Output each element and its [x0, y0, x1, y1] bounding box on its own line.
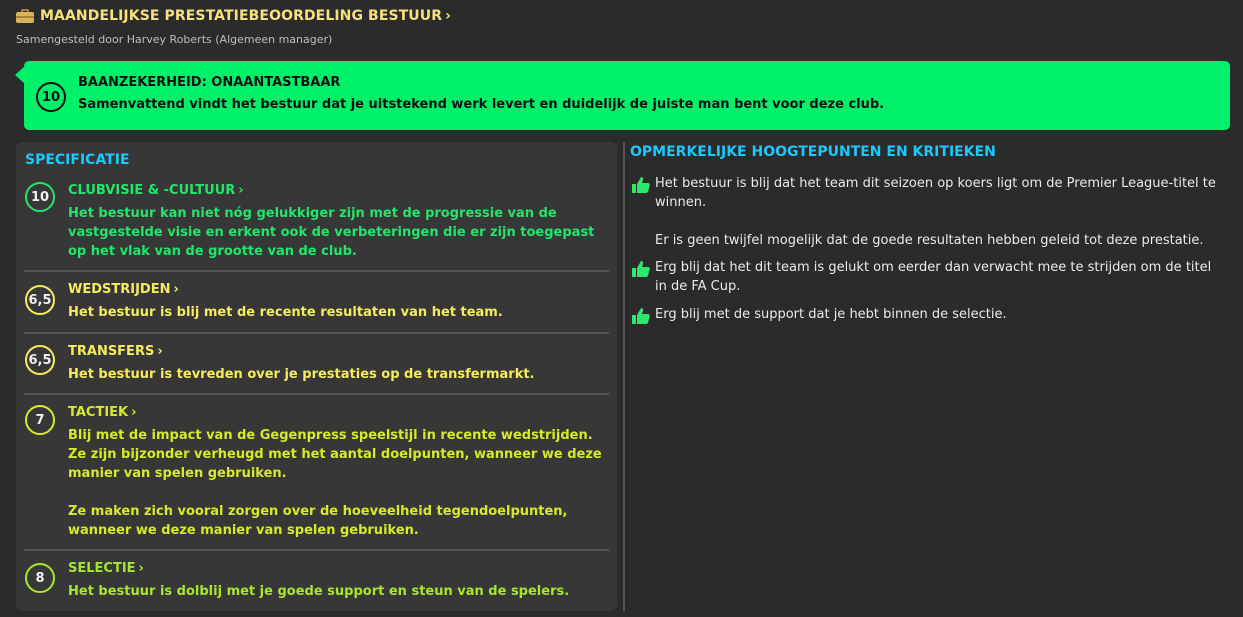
thumbs-up-icon: [631, 307, 651, 325]
chevron-right-icon: ›: [238, 183, 244, 198]
briefcase-icon: [16, 9, 34, 23]
chevron-right-icon: ›: [131, 405, 137, 420]
column-divider: [623, 142, 625, 611]
spec-title-link[interactable]: [68, 561, 144, 576]
page-title-text: MAANDELIJKSE PRESTATIEBEOORDELING BESTUUR: [40, 8, 443, 24]
page-subtitle: Samengesteld door Harvey Roberts (Algemeen manager): [16, 33, 333, 46]
spec-score-badge: 7: [25, 405, 55, 435]
thumbs-up-icon: [631, 176, 651, 194]
thumbs-up-icon: [631, 260, 651, 278]
highlights-heading: OPMERKELIJKE HOOGTEPUNTEN EN KRITIEKEN: [630, 144, 996, 160]
spec-title-text: TRANSFERS: [68, 344, 155, 359]
spec-title-link[interactable]: [68, 183, 244, 198]
chevron-right-icon: ›: [173, 282, 179, 297]
page-header: [16, 6, 451, 26]
divider: [24, 270, 609, 272]
highlight-text: Erg blij dat het dit team is gelukt om eerder dan verwacht mee te strijden om de titel in de FA Cup.: [655, 260, 1212, 294]
page-title[interactable]: [40, 8, 451, 24]
spec-score-badge: 6,5: [25, 345, 55, 375]
spec-score-badge: 6,5: [25, 285, 55, 315]
specification-panel: [16, 142, 617, 611]
spec-description: Het bestuur is blij met de recente resultaten van het team.: [68, 305, 503, 320]
chevron-right-icon: ›: [138, 561, 144, 576]
spec-title-link[interactable]: [68, 282, 179, 297]
highlight-text: Het bestuur is blij dat het team dit seizoen op koers ligt om de Premier League-titel te winnen. Er is geen twijfel mogelijk dat de goede resultaten hebben geleid tot deze prestatie.: [655, 176, 1216, 248]
job-security-summary: Samenvattend vindt het bestuur dat je uitstekend werk levert en duidelijk de juiste man bent voor deze club.: [78, 97, 885, 112]
chevron-right-icon: ›: [157, 344, 163, 359]
divider: [24, 332, 609, 334]
spec-description: Blij met de impact van de Gegenpress speelstijl in recente wedstrijden. Ze zijn bijzonder verheugd met het aantal doelpunten, wanneer we deze manier van spelen gebruiken. Ze maken zich vooral zorgen over de hoeveelheid tegendoelpunten, wanneer we deze manier van spelen gebruiken.: [68, 428, 602, 538]
spec-score-badge: 8: [25, 563, 55, 593]
spec-title-link[interactable]: [68, 344, 163, 359]
highlight-text: Erg blij met de support dat je hebt binnen de selectie.: [655, 307, 1007, 322]
spec-description: Het bestuur is dolblij met je goede support en steun van de spelers.: [68, 584, 570, 599]
spec-title-text: WEDSTRIJDEN: [68, 282, 171, 297]
spec-title-text: TACTIEK: [68, 405, 129, 420]
spec-score-badge: 10: [25, 182, 55, 212]
chevron-right-icon: ›: [445, 8, 452, 24]
divider: [24, 549, 609, 551]
job-security-banner: [24, 61, 1230, 130]
spec-title-text: CLUBVISIE & -CULTUUR: [68, 183, 236, 198]
divider: [24, 393, 609, 395]
job-security-score: 10: [36, 82, 66, 112]
job-security-title: BAANZEKERHEID: ONAANTASTBAAR: [78, 75, 341, 90]
spec-title-text: SELECTIE: [68, 561, 136, 576]
specification-heading: SPECIFICATIE: [25, 152, 130, 168]
spec-description: Het bestuur kan niet nóg gelukkiger zijn met de progressie van de vastgestelde visie en erkent ook de verbeteringen die er zijn toegepast op het vlak van de grootte van de club.: [68, 206, 595, 259]
spec-title-link[interactable]: [68, 405, 136, 420]
spec-description: Het bestuur is tevreden over je prestaties op de transfermarkt.: [68, 367, 535, 382]
